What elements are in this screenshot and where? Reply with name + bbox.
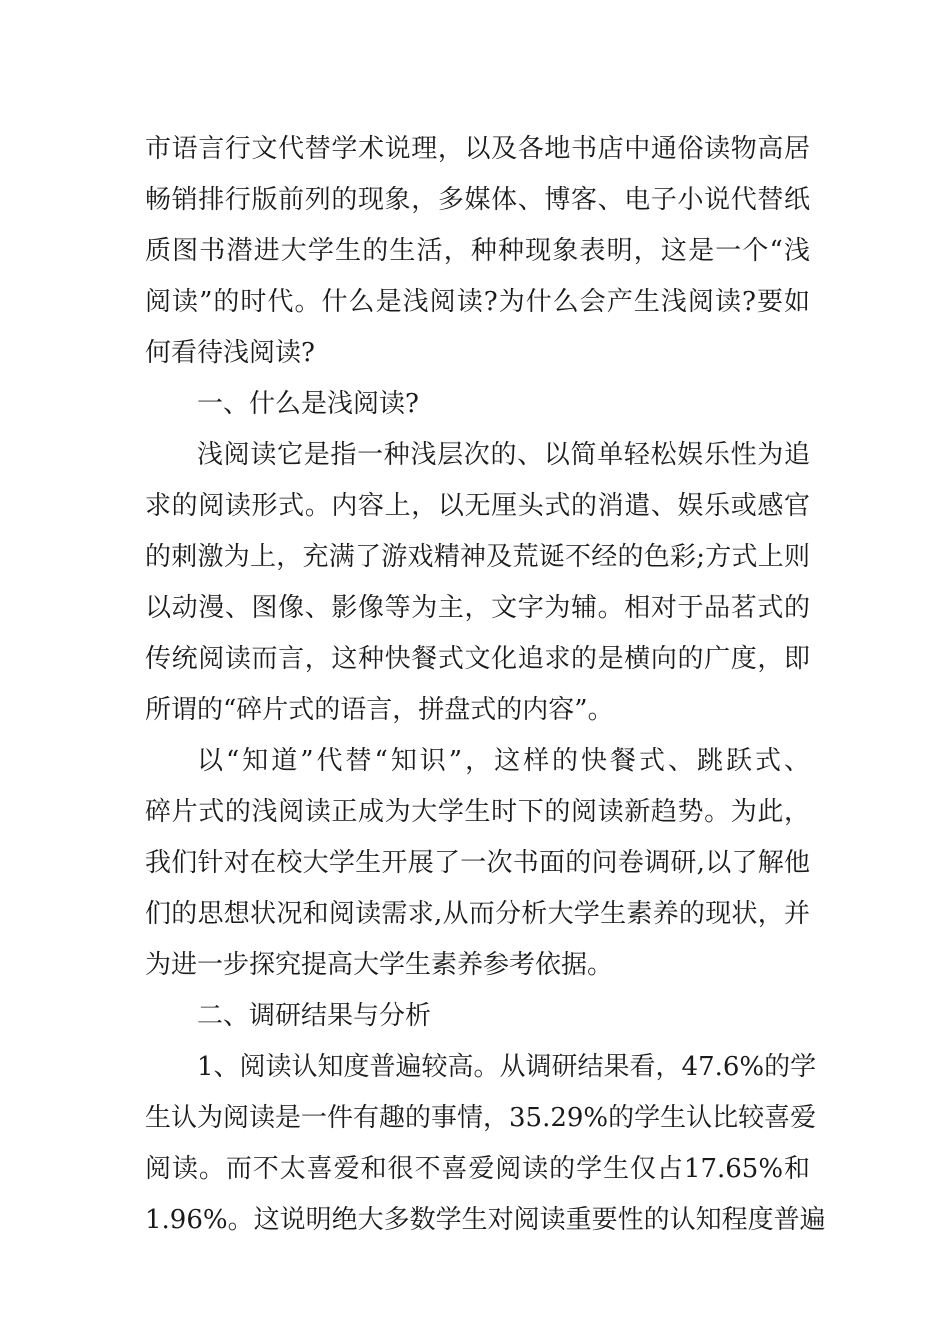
text-line: 生认为阅读是一件有趣的事情，35.29%的学生认比较喜爱 (145, 1103, 817, 1133)
text-line: 阅读”的时代。什么是浅阅读?为什么会产生浅阅读?要如 (145, 287, 810, 317)
document-body (145, 124, 826, 1246)
text-line: 市语言行文代替学术说理，以及各地书店中通俗读物高居 (145, 134, 810, 164)
text-line: 畅销排行版前列的现象，多媒体、博客、电子小说代替纸 (145, 185, 810, 215)
text-line: 浅阅读它是指一种浅层次的、以简单轻松娱乐性为追 (197, 440, 810, 470)
text-line: 传统阅读而言，这种快餐式文化追求的是横向的广度，即 (145, 644, 810, 674)
text-line: 求的阅读形式。内容上，以无厘头式的消遣、娱乐或感官 (145, 491, 810, 521)
text-line: 以“知道”代替“知识”，这样的快餐式、跳跃式、 (197, 746, 810, 776)
text-line: 何看待浅阅读? (145, 338, 315, 368)
text-line: 们的思想状况和阅读需求,从而分析大学生素养的现状，并 (145, 899, 810, 929)
text-line: 1.96%。这说明绝大多数学生对阅读重要性的认知程度普遍 (145, 1205, 826, 1235)
text-line: 碎片式的浅阅读正成为大学生时下的阅读新趋势。为此， (145, 797, 810, 827)
text-line: 我们针对在校大学生开展了一次书面的问卷调研,以了解他 (145, 848, 810, 878)
text-line: 的刺激为上，充满了游戏精神及荒诞不经的色彩;方式上则 (145, 542, 810, 572)
text-line: 为进一步探究提高大学生素养参考依据。 (145, 950, 614, 980)
text-line: 1、阅读认知度普遍较高。从调研结果看，47.6%的学 (197, 1052, 817, 1082)
section-heading: 二、调研结果与分析 (197, 1001, 432, 1031)
section-heading: 一、什么是浅阅读? (197, 389, 419, 419)
text-line: 以动漫、图像、影像等为主，文字为辅。相对于品茗式的 (145, 593, 810, 623)
text-line: 所谓的“碎片式的语言，拼盘式的内容”。 (145, 695, 614, 725)
text-line: 质图书潜进大学生的生活，种种现象表明，这是一个“浅 (145, 236, 810, 266)
text-line: 阅读。而不太喜爱和很不喜爱阅读的学生仅占17.65%和 (145, 1154, 810, 1184)
